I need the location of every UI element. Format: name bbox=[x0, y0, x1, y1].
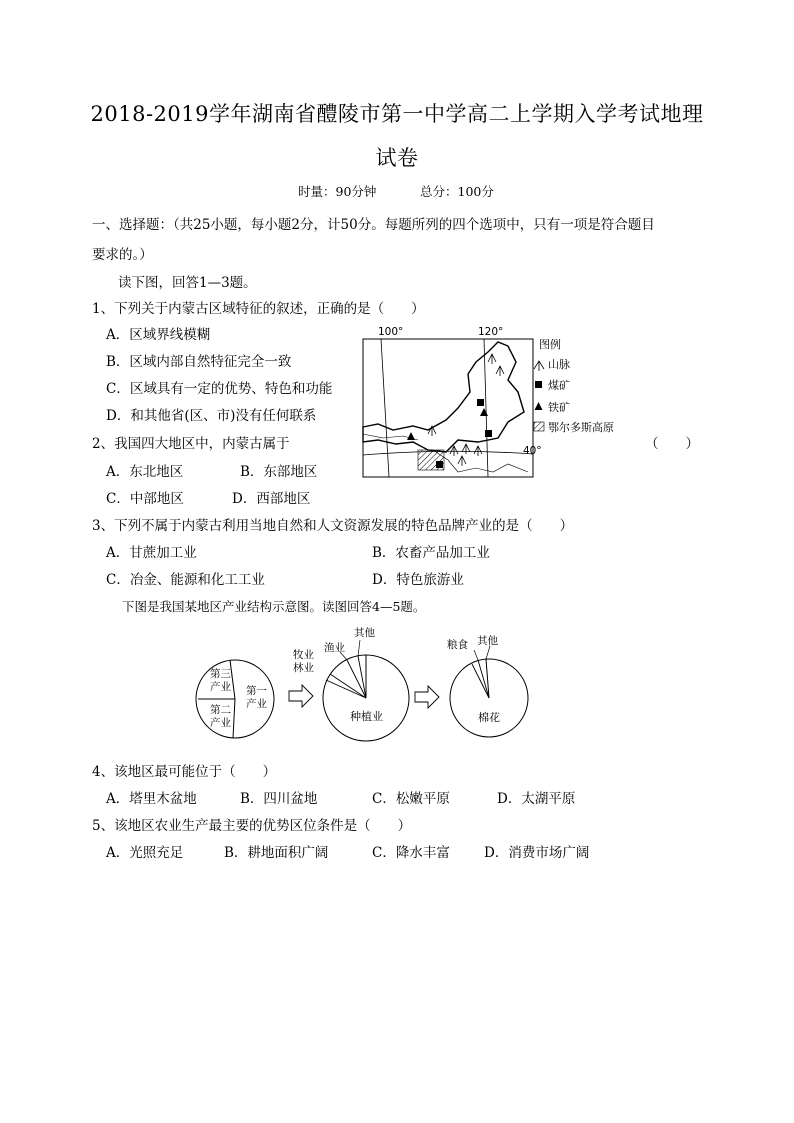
legend-ordos-label: 鄂尔多斯高原 bbox=[548, 421, 614, 434]
question-4-option-b[interactable]: B．四川盆地 bbox=[240, 791, 318, 807]
legend-ordos-icon bbox=[534, 422, 544, 431]
map-iron-mine-2 bbox=[407, 432, 415, 440]
pie1-tertiary-label-1: 第三 bbox=[210, 668, 231, 680]
map-iron-mine-1 bbox=[480, 408, 488, 416]
section-heading-cont: 要求的。） bbox=[92, 247, 153, 263]
pie2-leader-other bbox=[358, 640, 360, 656]
arrow-right-icon bbox=[289, 685, 313, 707]
pie3-leader-other bbox=[486, 646, 490, 659]
pie1-tertiary-label-2: 产业 bbox=[210, 681, 231, 693]
pie-agriculture bbox=[293, 626, 409, 741]
map-longitude-100: 100° bbox=[378, 326, 404, 338]
question-2-option-c[interactable]: C．中部地区 bbox=[106, 491, 184, 507]
map-coal-mine-3 bbox=[436, 461, 443, 468]
pie3-leader-grain bbox=[474, 650, 478, 660]
pie2-line-4 bbox=[330, 674, 366, 698]
pie2-line-5 bbox=[326, 680, 366, 698]
question-5-option-c[interactable]: C．降水丰富 bbox=[372, 845, 450, 861]
pie1-primary-label-2: 产业 bbox=[246, 698, 267, 710]
map-river bbox=[433, 450, 528, 472]
time-limit: 时量：90分钟 bbox=[298, 184, 377, 199]
question-4-option-c[interactable]: C．松嫩平原 bbox=[372, 791, 450, 807]
document-title-line2: 试卷 bbox=[375, 146, 419, 170]
arrow-right-icon-2 bbox=[415, 686, 439, 708]
total-score: 总分：100分 bbox=[420, 184, 494, 199]
map-meridian-100 bbox=[381, 339, 389, 477]
map-legend-title: 图例 bbox=[539, 338, 561, 351]
pie2-label-forestry: 林业 bbox=[293, 662, 314, 674]
question-5-option-b[interactable]: B．耕地面积广阔 bbox=[224, 845, 329, 861]
legend-coal-icon bbox=[535, 381, 542, 388]
pie2-label-fishery: 渔业 bbox=[324, 642, 345, 654]
question-3-option-b[interactable]: B．农畜产品加工业 bbox=[372, 545, 490, 561]
question-2-stem: 2、我国四大地区中，内蒙古属于 bbox=[92, 436, 290, 452]
pie2-label-other: 其他 bbox=[354, 627, 375, 639]
question-2-option-a[interactable]: A．东北地区 bbox=[106, 464, 184, 480]
inner-mongolia-region bbox=[363, 342, 524, 452]
map-longitude-120: 120° bbox=[478, 326, 504, 338]
question-5-option-a[interactable]: A．光照充足 bbox=[106, 845, 184, 861]
legend-mountain-icon bbox=[534, 361, 544, 371]
pie1-primary-label-1: 第一 bbox=[246, 685, 267, 697]
pie-industry-sectors bbox=[196, 660, 274, 738]
pie3-label-grain: 粮食 bbox=[447, 639, 468, 651]
pie1-secondary-label-1: 第二 bbox=[210, 704, 231, 716]
question-1-option-a[interactable]: A．区域界线模糊 bbox=[106, 327, 211, 343]
map-parallel-40 bbox=[363, 451, 533, 455]
map-meridian-120 bbox=[484, 339, 488, 477]
pie2-center-label: 种植业 bbox=[350, 710, 383, 723]
map-frame bbox=[363, 339, 533, 477]
question-3-option-a[interactable]: A．甘蔗加工业 bbox=[106, 545, 197, 561]
pie1-secondary-label-2: 产业 bbox=[210, 717, 231, 729]
legend-iron-icon bbox=[535, 402, 543, 410]
pie2-line-3 bbox=[347, 660, 366, 698]
pie2-line-2 bbox=[358, 656, 366, 698]
question-1-stem: 1、下列关于内蒙古区域特征的叙述，正确的是（ ） bbox=[92, 301, 425, 317]
question-1-option-d[interactable]: D．和其他省(区、市)没有任何联系 bbox=[106, 408, 317, 424]
pie3-label-other: 其他 bbox=[477, 635, 498, 647]
pie3-center-label: 棉花 bbox=[478, 711, 500, 724]
question-2-option-b[interactable]: B．东部地区 bbox=[240, 464, 318, 480]
map-latitude-40: 40° bbox=[523, 445, 542, 457]
map-mountain-symbols bbox=[428, 354, 504, 466]
industry-structure-diagram bbox=[190, 622, 550, 744]
question-5-option-d[interactable]: D．消费市场广阔 bbox=[484, 845, 590, 861]
question-5-stem: 5、该地区农业生产最主要的优势区位条件是（ ） bbox=[92, 818, 412, 834]
question-4-option-a[interactable]: A．塔里木盆地 bbox=[106, 791, 197, 807]
pie2-label-animal-husbandry: 牧业 bbox=[293, 649, 314, 661]
question-1-option-c[interactable]: C．区域具有一定的优势、特色和功能 bbox=[106, 381, 333, 397]
question-3-stem: 3、下列不属于内蒙古利用当地自然和人文资源发展的特色品牌产业的是（ ） bbox=[92, 518, 574, 534]
map-coal-mine-2 bbox=[485, 430, 492, 437]
intro-q1-3: 读下图，回答1—3题。 bbox=[118, 275, 257, 291]
question-1-option-b[interactable]: B．区域内部自然特征完全一致 bbox=[106, 354, 292, 370]
question-2-option-d[interactable]: D．西部地区 bbox=[232, 491, 311, 507]
legend-iron-label: 铁矿 bbox=[548, 401, 570, 414]
question-2-answer-paren: （ ） bbox=[645, 436, 699, 452]
legend-coal-label: 煤矿 bbox=[548, 379, 570, 392]
question-4-stem: 4、该地区最可能位于（ ） bbox=[92, 764, 277, 780]
map-coal-mine-1 bbox=[477, 399, 484, 406]
question-4-option-d[interactable]: D．太湖平原 bbox=[497, 791, 576, 807]
question-3-option-c[interactable]: C．冶金、能源和化工工业 bbox=[106, 572, 265, 588]
document-title-line1: 2018-2019学年湖南省醴陵市第一中学高二上学期入学考试地理 bbox=[90, 102, 704, 126]
pie-crops bbox=[447, 634, 528, 737]
pie1-divider-bottom bbox=[233, 699, 235, 738]
question-3-option-d[interactable]: D．特色旅游业 bbox=[372, 572, 464, 588]
inner-mongolia-map bbox=[358, 322, 703, 484]
section-heading: 一、选择题：（共25小题，每小题2分，计50分。每题所列的四个选项中，只有一项是符合题目 bbox=[92, 217, 655, 233]
legend-mountain-label: 山脉 bbox=[548, 358, 570, 371]
intro-q4-5: 下图是我国某地区产业结构示意图。读图回答4—5题。 bbox=[122, 599, 426, 614]
